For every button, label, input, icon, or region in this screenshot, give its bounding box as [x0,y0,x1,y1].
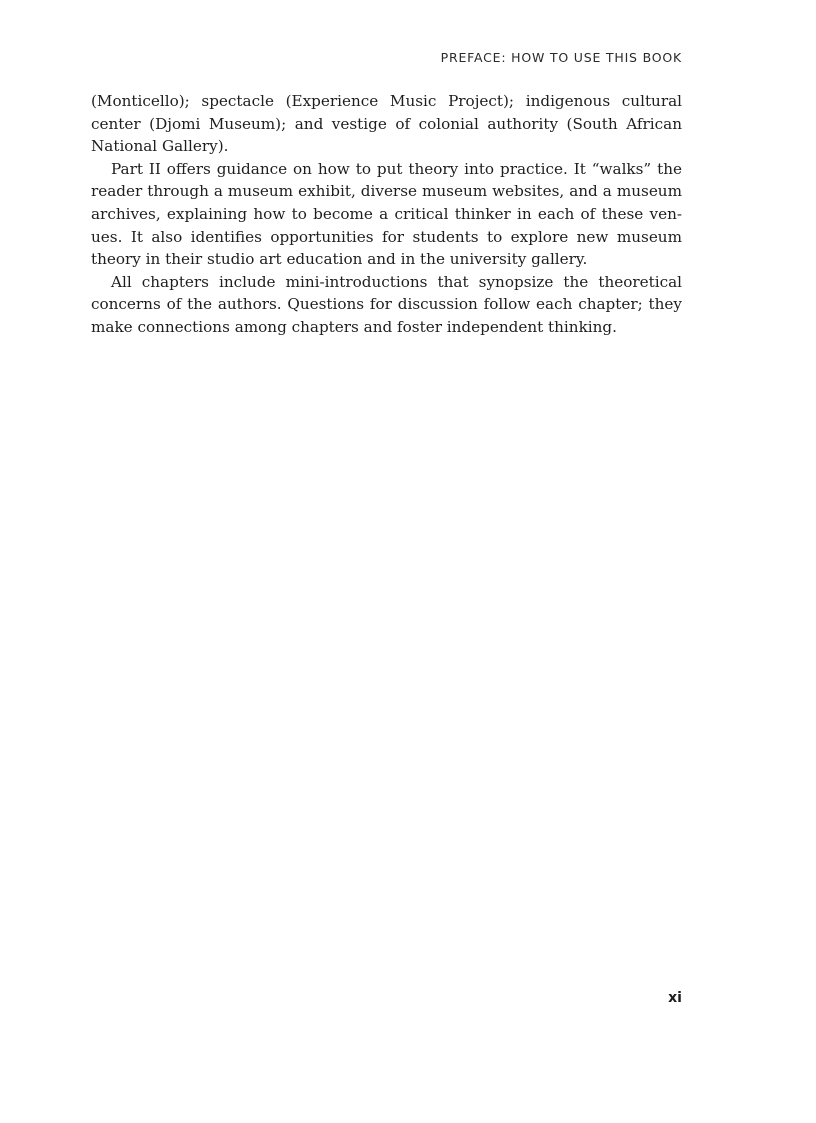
paragraph-part-two: Part II offers guidance on how to put theory into practice. It “walks” the reader through a museum exhibit, diverse museum websites, and a museum archives, explaining how to become a critical thinker in each of these venues. It also identifies opportunities for students to explore new museum theory in their studio art education and in the university gallery. [91,159,682,269]
body-text [91,90,682,339]
page-number: xi [668,990,682,1006]
paragraph-continued: (Monticello); spectacle (Experience Music Project); indigenous cultural center (Djomi Museum); and vestige of colonial authority (South African National Gallery). [91,92,682,156]
running-head: PREFACE: HOW TO USE THIS BOOK [440,50,682,65]
paragraph-chapters: All chapters include mini-introductions that synopsize the theoretical concerns of the authors. Questions for discussion follow each chapter; they make connections among chapters and foster independent thinking. [91,272,682,336]
